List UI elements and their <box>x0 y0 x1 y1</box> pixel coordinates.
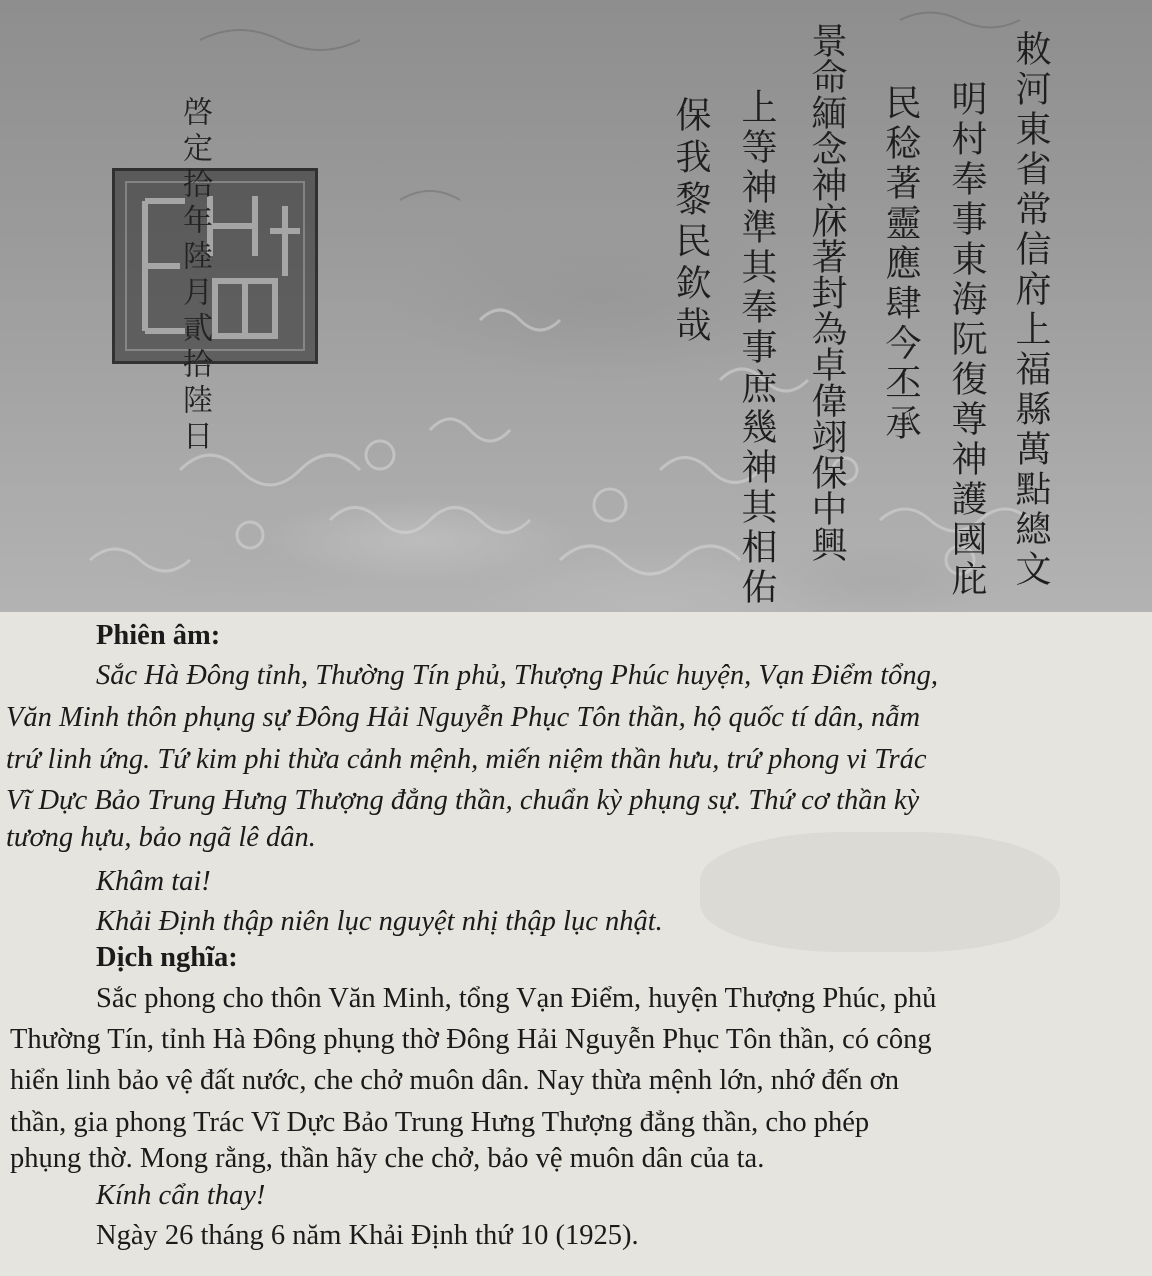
transliteration-heading: Phiên âm: <box>96 620 221 651</box>
transliteration-line-4: Vĩ Dực Bảo Trung Hưng Thượng đẳng thần, chuẩn kỳ phụng sự. Thứ cơ thần kỳ <box>6 785 920 816</box>
translation-date: Ngày 26 tháng 6 năm Khải Định thứ 10 (1925). <box>96 1220 639 1251</box>
translation-line-4: thần, gia phong Trác Vĩ Dực Bảo Trung Hưng Thượng đẳng thần, cho phép <box>10 1107 870 1138</box>
transliteration-line-1: Sắc Hà Đông tỉnh, Thường Tín phủ, Thượng Phúc huyện, Vạn Điểm tổng, <box>96 660 939 691</box>
transliteration-date: Khải Định thập niên lục nguyệt nhị thập lục nhật. <box>96 906 663 937</box>
transliteration-line-2: Văn Minh thôn phụng sự Đông Hải Nguyễn Phục Tôn thần, hộ quốc tí dân, nẫm <box>6 702 921 733</box>
decree-date-column: 啓定拾年陸月貳拾陸日 <box>177 96 212 456</box>
transliteration-closing: Khâm tai! <box>96 866 211 897</box>
han-column-3: 民稔著靈應肆今丕承 <box>880 84 921 444</box>
han-column-6: 保我黎民欽哉 <box>670 96 711 348</box>
han-column-4: 景命緬念神庥著封為卓偉翊保中興 <box>806 22 847 562</box>
page-shadow <box>700 832 1060 952</box>
han-column-2: 明村奉事東海阮復尊神護國庇 <box>946 80 987 600</box>
han-column-5: 上等神準其奉事庶幾神其相佑 <box>736 88 777 608</box>
transliteration-line-5: tương hựu, bảo ngã lê dân. <box>6 822 316 853</box>
translation-line-5: phụng thờ. Mong rằng, thần hãy che chở, bảo vệ muôn dân của ta. <box>10 1143 765 1174</box>
translation-line-3: hiển linh bảo vệ đất nước, che chở muôn dân. Nay thừa mệnh lớn, nhớ đến ơn <box>10 1065 899 1096</box>
translation-closing: Kính cẩn thay! <box>96 1180 266 1211</box>
translation-line-2: Thường Tín, tỉnh Hà Đông phụng thờ Đông Hải Nguyễn Phục Tôn thần, có công <box>10 1024 932 1055</box>
decree-photo <box>0 0 1152 612</box>
translation-line-1: Sắc phong cho thôn Văn Minh, tổng Vạn Điểm, huyện Thượng Phúc, phủ <box>96 983 937 1014</box>
translation-heading: Dịch nghĩa: <box>96 942 238 973</box>
transliteration-line-3: trứ linh ứng. Tứ kim phi thừa cảnh mệnh, miến niệm thần hưu, trứ phong vi Trác <box>6 744 927 775</box>
printed-text-block <box>0 612 1152 1276</box>
han-column-1: 敕河東省常信府上福縣萬點總文 <box>1010 30 1051 590</box>
